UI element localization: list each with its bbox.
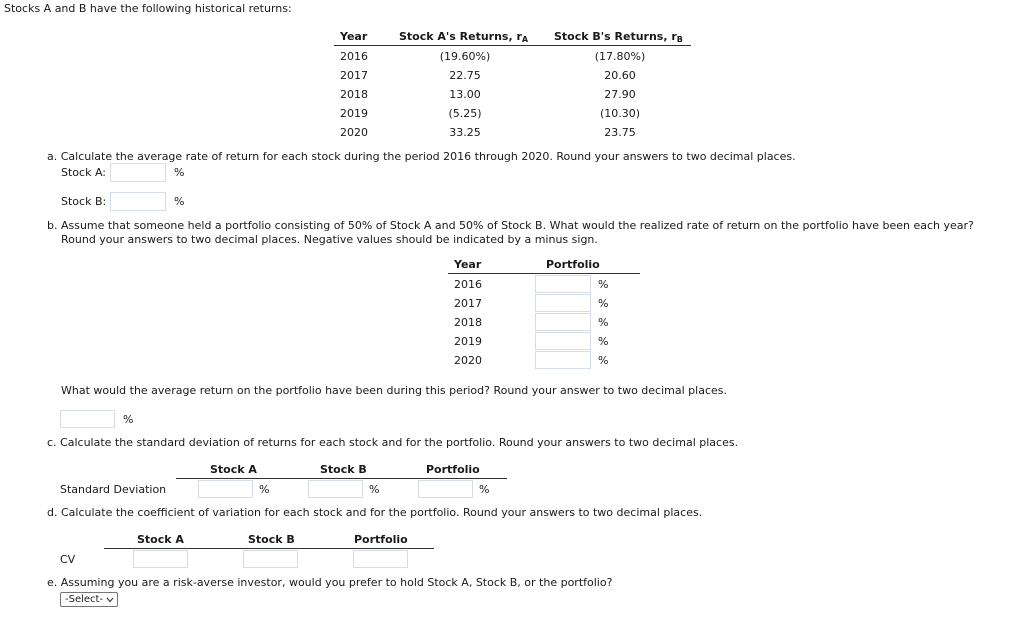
- portfolio-year: 2020: [454, 354, 482, 367]
- cv-header-portfolio: Portfolio: [354, 533, 408, 546]
- returns-stock-a: (19.60%): [439, 50, 491, 63]
- percent-unit: %: [369, 483, 380, 496]
- cv-portfolio-input[interactable]: [353, 550, 408, 568]
- stock-b-label: Stock B:: [61, 195, 107, 208]
- returns-header-stock-b: Stock B's Returns, $r_B$: [554, 30, 683, 44]
- cv-header-stock-b: Stock B: [248, 533, 295, 546]
- returns-header-stock-a: Stock A's Returns, $r_A$: [399, 30, 529, 44]
- portfolio-year: 2018: [454, 316, 482, 329]
- percent-unit: %: [174, 195, 185, 208]
- percent-unit: %: [598, 335, 609, 348]
- std-stock-a-input[interactable]: [198, 480, 253, 498]
- cv-header-rule: [104, 548, 434, 549]
- portfolio-table-header-rule: [448, 273, 640, 274]
- returns-year: 2020: [340, 126, 368, 139]
- cv-stock-b-input[interactable]: [243, 550, 298, 568]
- part-b-instructions: Round your answers to two decimal places. Negative values should be indicated by a minus sign.: [61, 233, 598, 246]
- std-header-stock-b: Stock B: [320, 463, 367, 476]
- stock-a-average-input[interactable]: [110, 163, 166, 182]
- returns-stock-a: 22.75: [449, 69, 481, 82]
- returns-header-year: Year: [340, 30, 368, 43]
- percent-unit: %: [479, 483, 490, 496]
- std-stock-b-input[interactable]: [308, 480, 363, 498]
- cv-header-stock-a: Stock A: [137, 533, 184, 546]
- returns-stock-a: (5.25): [448, 107, 482, 120]
- preference-select[interactable]: [60, 592, 118, 607]
- percent-unit: %: [174, 166, 185, 179]
- percent-unit: %: [598, 316, 609, 329]
- returns-year: 2017: [340, 69, 368, 82]
- std-header-stock-a: Stock A: [210, 463, 257, 476]
- stock-b-average-input[interactable]: [110, 192, 166, 211]
- cv-row-label: CV: [60, 553, 76, 566]
- returns-stock-b: 27.90: [604, 88, 636, 101]
- returns-stock-b: (17.80%): [594, 50, 646, 63]
- portfolio-return-input-2018[interactable]: [535, 313, 591, 331]
- returns-stock-b: 20.60: [604, 69, 636, 82]
- chevron-down-icon: [106, 597, 114, 603]
- returns-header-rule: [334, 45, 691, 46]
- portfolio-return-input-2017[interactable]: [535, 294, 591, 312]
- returns-year: 2019: [340, 107, 368, 120]
- returns-stock-b: 23.75: [604, 126, 636, 139]
- returns-stock-b: (10.30): [599, 107, 641, 120]
- percent-unit: %: [598, 297, 609, 310]
- portfolio-average-question: What would the average return on the portfolio have been during this period? Round your answer to two decimal places.: [61, 384, 727, 397]
- cv-stock-a-input[interactable]: [133, 550, 188, 568]
- std-row-label: Standard Deviation: [60, 483, 167, 496]
- returns-year: 2016: [340, 50, 368, 63]
- std-portfolio-input[interactable]: [418, 480, 473, 498]
- percent-unit: %: [123, 413, 134, 426]
- portfolio-average-input[interactable]: [60, 410, 115, 428]
- portfolio-return-input-2019[interactable]: [535, 332, 591, 350]
- portfolio-year: 2017: [454, 297, 482, 310]
- returns-stock-a: 33.25: [449, 126, 481, 139]
- portfolio-return-input-2016[interactable]: [535, 275, 591, 293]
- part-a-question: a. Calculate the average rate of return for each stock during the period 2016 through 2020. Round your answers to two decimal places.: [47, 150, 796, 163]
- std-header-portfolio: Portfolio: [426, 463, 480, 476]
- part-d-question: d. Calculate the coefficient of variation for each stock and for the portfolio. Round your answers to two decimal places.: [47, 506, 703, 519]
- part-e-question: e. Assuming you are a risk-averse investor, would you prefer to hold Stock A, Stock B, or the portfolio?: [47, 576, 613, 589]
- percent-unit: %: [598, 278, 609, 291]
- intro-text: Stocks A and B have the following historical returns:: [4, 2, 292, 15]
- part-c-question: c. Calculate the standard deviation of returns for each stock and for the portfolio. Round your answers to two decimal places.: [47, 436, 739, 449]
- portfolio-return-input-2020[interactable]: [535, 351, 591, 369]
- returns-stock-a: 13.00: [449, 88, 481, 101]
- portfolio-table-header-portfolio: Portfolio: [546, 258, 600, 271]
- preference-select-value: -Select-: [65, 594, 104, 605]
- percent-unit: %: [259, 483, 270, 496]
- portfolio-year: 2016: [454, 278, 482, 291]
- portfolio-table-header-year: Year: [454, 258, 482, 271]
- part-b-question: b. Assume that someone held a portfolio consisting of 50% of Stock A and 50% of Stock B. What would the realized rate of return on the portfolio have been each year?: [47, 219, 974, 232]
- percent-unit: %: [598, 354, 609, 367]
- portfolio-year: 2019: [454, 335, 482, 348]
- stock-a-label: Stock A:: [61, 166, 106, 179]
- returns-year: 2018: [340, 88, 368, 101]
- std-header-rule: [176, 478, 507, 479]
